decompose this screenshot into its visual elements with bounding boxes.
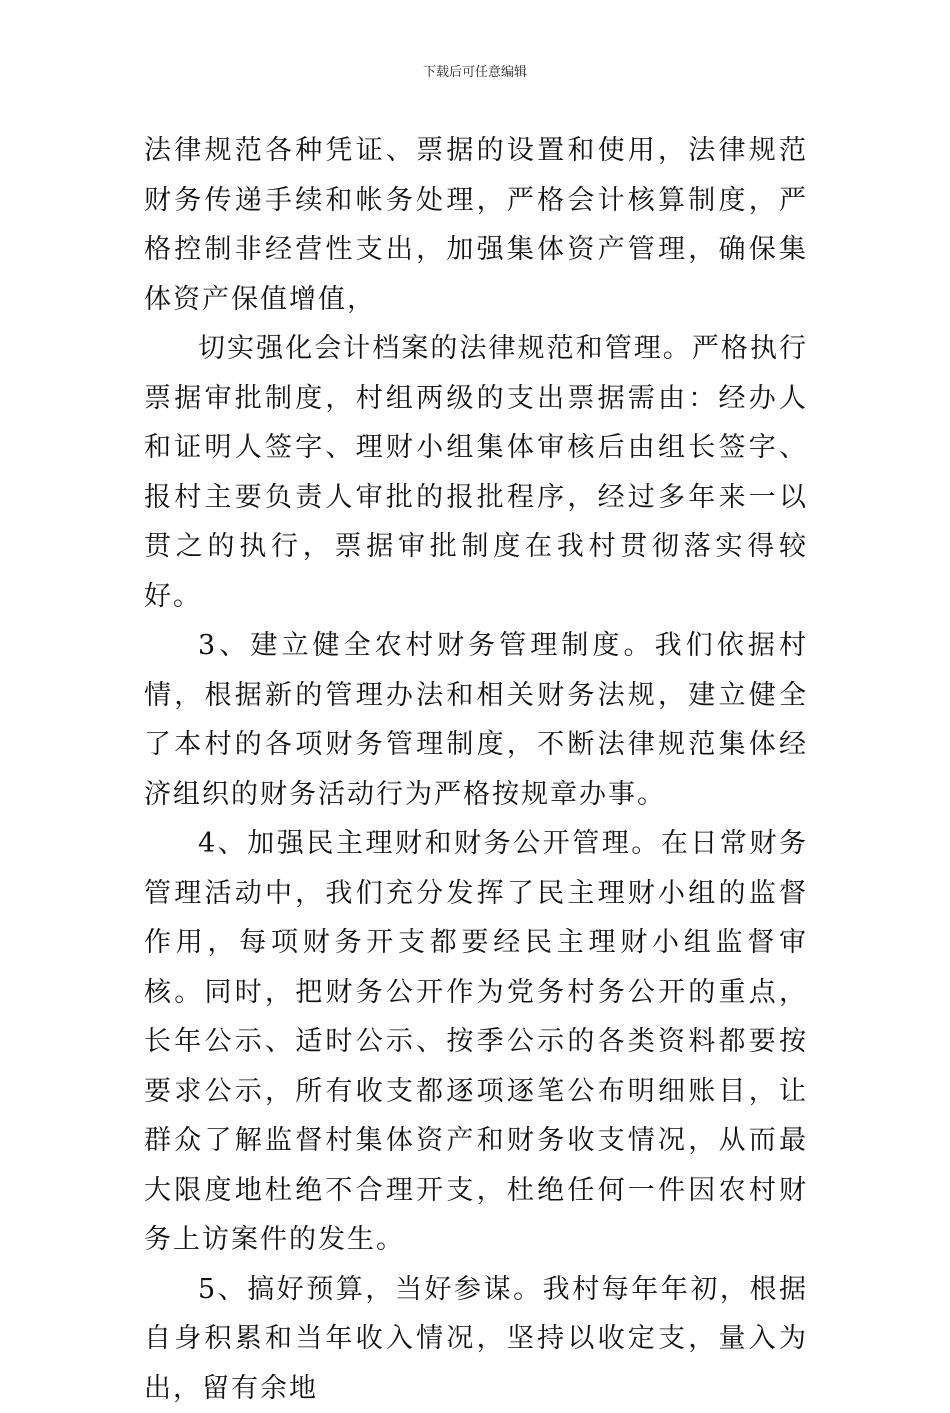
paragraph-4: 4、加强民主理财和财务公开管理。在日常财务管理活动中，我们充分发挥了民主理财小组的监督作用，每项财务开支都要经民主理财小组监督审核。同时，把财务公开作为党务村务公开的重点，长年公示、适时公示、按季公示的各类资料都要按要求公示，所有收支都逐项逐笔公布明细账目，让群众了解监督村集体资产和财务收支情况，从而最大限度地杜绝不合理开支，杜绝任何一件因农村财务上访案件的发生。 (144, 819, 808, 1265)
paragraph-3: 3、建立健全农村财务管理制度。我们依据村情，根据新的管理办法和相关财务法规，建立健全了本村的各项财务管理制度，不断法律规范集体经济组织的财务活动行为严格按规章办事。 (144, 621, 808, 819)
paragraph-2: 切实强化会计档案的法律规范和管理。严格执行票据审批制度，村组两级的支出票据需由：经办人和证明人签字、理财小组集体审核后由组长签字、报村主要负责人审批的报批程序，经过多年来一以贯之的执行，票据审批制度在我村贯彻落实得较好。 (144, 324, 808, 621)
paragraph-5: 5、搞好预算，当好参谋。我村每年年初，根据自身积累和当年收入情况，坚持以收定支，量入为出，留有余地 (144, 1265, 808, 1413)
document-body (144, 126, 808, 1413)
paragraph-1: 法律规范各种凭证、票据的设置和使用，法律规范财务传递手续和帐务处理，严格会计核算制度，严格控制非经营性支出，加强集体资产管理，确保集体资产保值增值， (144, 126, 808, 324)
page-header: 下载后可任意编辑 (0, 64, 950, 82)
